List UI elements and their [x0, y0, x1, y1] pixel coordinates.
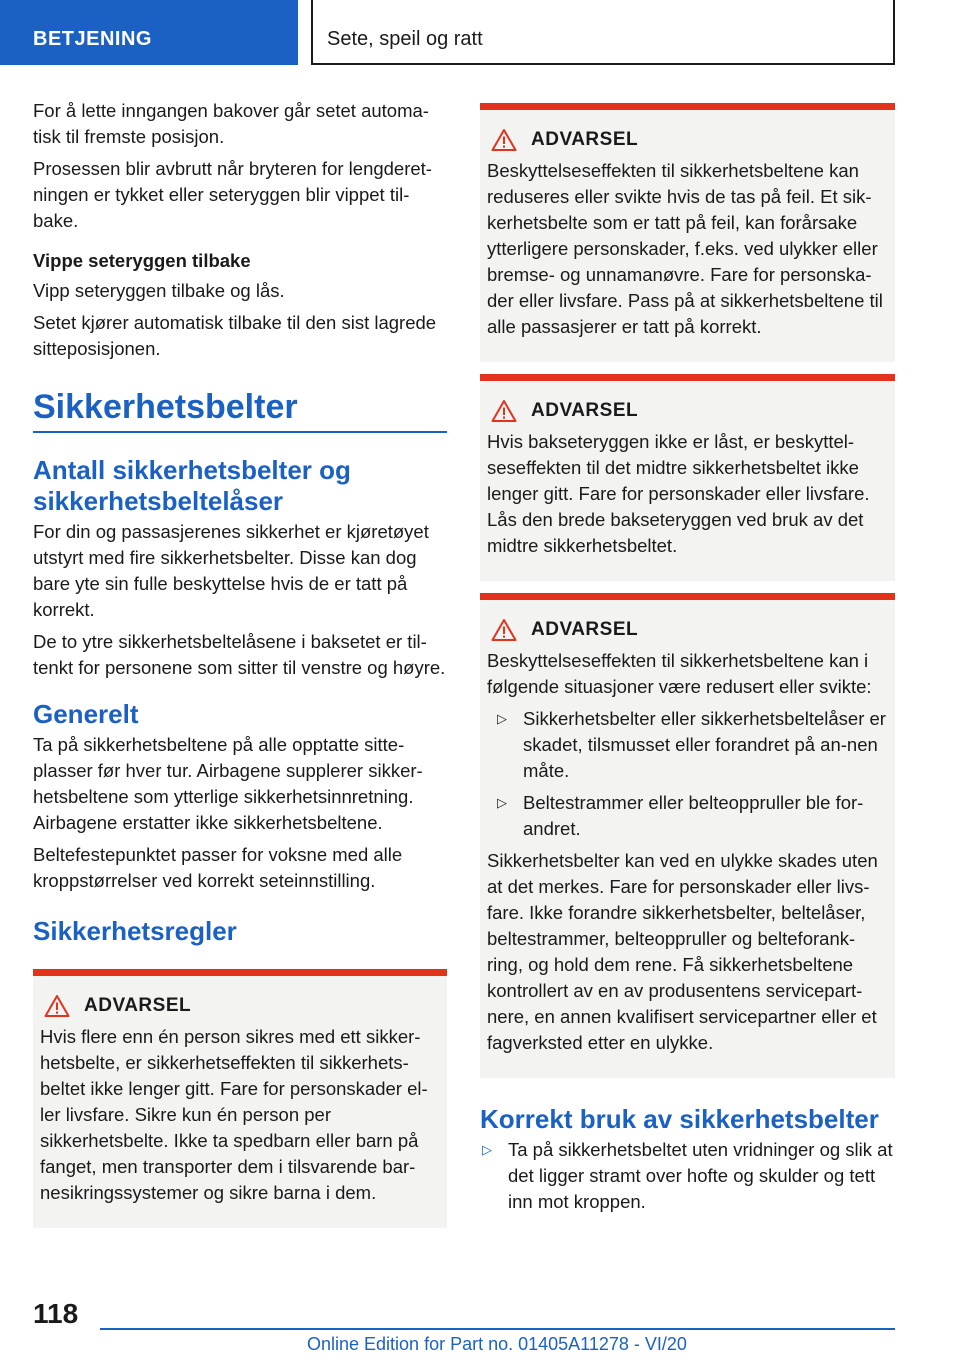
warning-box — [480, 593, 895, 1078]
warning-title: ADVARSEL — [531, 400, 639, 421]
page-number: 118 — [33, 1298, 79, 1329]
warning-triangle-icon — [44, 994, 70, 1018]
count-paragraph: For din og passasjerenes sikkerhet er kjøretøyet utstyrt med fire sikkerhetsbelter. Disse kan dog bare yte sin fulle beskyttelse hvis de er tatt på korrekt. — [33, 521, 429, 620]
warning-bullet-list — [487, 706, 887, 842]
sub-heading-count: Antall sikkerhetsbelter og sikkerhetsbeltelåser — [33, 455, 351, 516]
warning-box — [480, 103, 895, 362]
warning-triangle-icon — [491, 128, 517, 152]
recline-paragraph: Setet kjører automatisk tilbake til den sist lagrede sitteposisjonen. — [33, 312, 437, 359]
warning-text: Hvis flere enn én person sikres med ett sikker-hetsbelte, er sikkerhetseffekten til sikkerhets-beltet ikke lenger gitt. Fare for personskader el-ler livsfare. Sikre kun én person per sikkerhetsbelte. Ikke ta spedbarn eller barn på fanget, men transporter dem i tilsvarende bar-nesikringssystemer og sikre barna i dem. — [40, 1026, 428, 1203]
main-heading: Sikkerhetsbelter — [33, 388, 447, 433]
chapter-title: Sete, speil og ratt — [327, 28, 483, 50]
intro-paragraph: For å lette inngangen bakover går setet automa-tisk til fremste posisjon. — [33, 100, 429, 147]
warning-title: ADVARSEL — [531, 619, 639, 640]
intro-paragraph: Prosessen blir avbrutt når bryteren for lengderet-ningen er tykket eller seteryggen blir vippet til-bake. — [33, 158, 432, 231]
usage-bullet-list — [480, 1137, 895, 1215]
left-column — [33, 98, 447, 1228]
warning-box — [33, 969, 447, 1228]
general-heading: Generelt — [33, 699, 139, 729]
recline-paragraph: Vipp seteryggen tilbake og lås. — [33, 280, 285, 301]
right-column — [480, 103, 895, 1221]
edition-text: Online Edition for Part no. 01405A11278 - VI/20 — [307, 1334, 687, 1354]
footer-divider — [100, 1328, 895, 1330]
warning-triangle-icon — [491, 618, 517, 642]
triangle-bullet-icon: ▷ — [497, 795, 507, 810]
list-item: ▷ Ta på sikkerhetsbeltet uten vridninger og slik at det ligger stramt over hofte og skulder og tett inn mot kroppen. — [482, 1139, 893, 1212]
general-paragraph: Beltefestepunktet passer for voksne med alle kroppstørrelser ved korrekt seteinnstilling. — [33, 844, 403, 891]
rules-heading: Sikkerhetsregler — [33, 916, 237, 946]
recline-heading: Vippe seteryggen tilbake — [33, 250, 251, 271]
section-label: BETJENING — [33, 28, 152, 50]
warning-intro: Beskyttelseseffekten til sikkerhetsbeltene kan i følgende situasjoner være redusert eller svikte: — [487, 650, 872, 697]
warning-box — [480, 374, 895, 581]
warning-title: ADVARSEL — [84, 995, 192, 1016]
section-tab — [0, 0, 298, 65]
list-item: ▷ Beltestrammer eller belteoppruller ble for-andret. — [497, 792, 864, 839]
triangle-bullet-icon: ▷ — [482, 1142, 492, 1157]
list-item: ▷ Sikkerhetsbelter eller sikkerhetsbeltelåser er skadet, tilsmusset eller forandret på an-nen måte. — [497, 708, 886, 781]
warning-text: Sikkerhetsbelter kan ved en ulykke skades uten at det merkes. Fare for personskader eller livs-fare. Ikke forandre sikkerhetsbelter, beltelåser, beltestrammer, belteoppruller og belteforank-ring, og hold dem rene. Få sikkerhetsbeltene kontrollert av en av produsentens servicepart-nere, en annen kvalifisert servicepartner eller et fagverksted etter en ulykke. — [487, 850, 878, 1053]
warning-title: ADVARSEL — [531, 129, 639, 150]
chapter-header — [311, 0, 895, 65]
count-paragraph: De to ytre sikkerhetsbeltelåsene i baksetet er til-tenkt for personene som sitter til venstre og høyre. — [33, 631, 446, 678]
warning-text: Beskyttelseseffekten til sikkerhetsbeltene kan reduseres eller svikte hvis de tas på feil. Et sik-kerhetsbelte som er tatt på feil, kan forårsake ytterligere personskader, f.eks. ved ulykker eller bremse- og unnamanøvre. Fare for personska-der eller livsfare. Pass på at sikkerhetsbeltene til alle passasjerer er tatt på korrekt. — [487, 160, 883, 337]
warning-text: Hvis bakseteryggen ikke er låst, er beskyttel-seseffekten til det midtre sikkerhetsbeltet ikke lenger gitt. Fare for personskader eller livsfare. Lås den brede bakseteryggen ved bruk av det midtre sikkerhetsbeltet. — [487, 431, 870, 556]
warning-triangle-icon — [491, 399, 517, 423]
usage-heading: Korrekt bruk av sikkerhetsbelter — [480, 1104, 879, 1134]
triangle-bullet-icon: ▷ — [497, 711, 507, 726]
general-paragraph: Ta på sikkerhetsbeltene på alle opptatte sitte-plasser før hver tur. Airbagene supplerer sikker-hetsbeltene som ytterlige sikkerhetsinnretning. Airbagene erstatter ikke sikkerhetsbeltene. — [33, 734, 423, 833]
